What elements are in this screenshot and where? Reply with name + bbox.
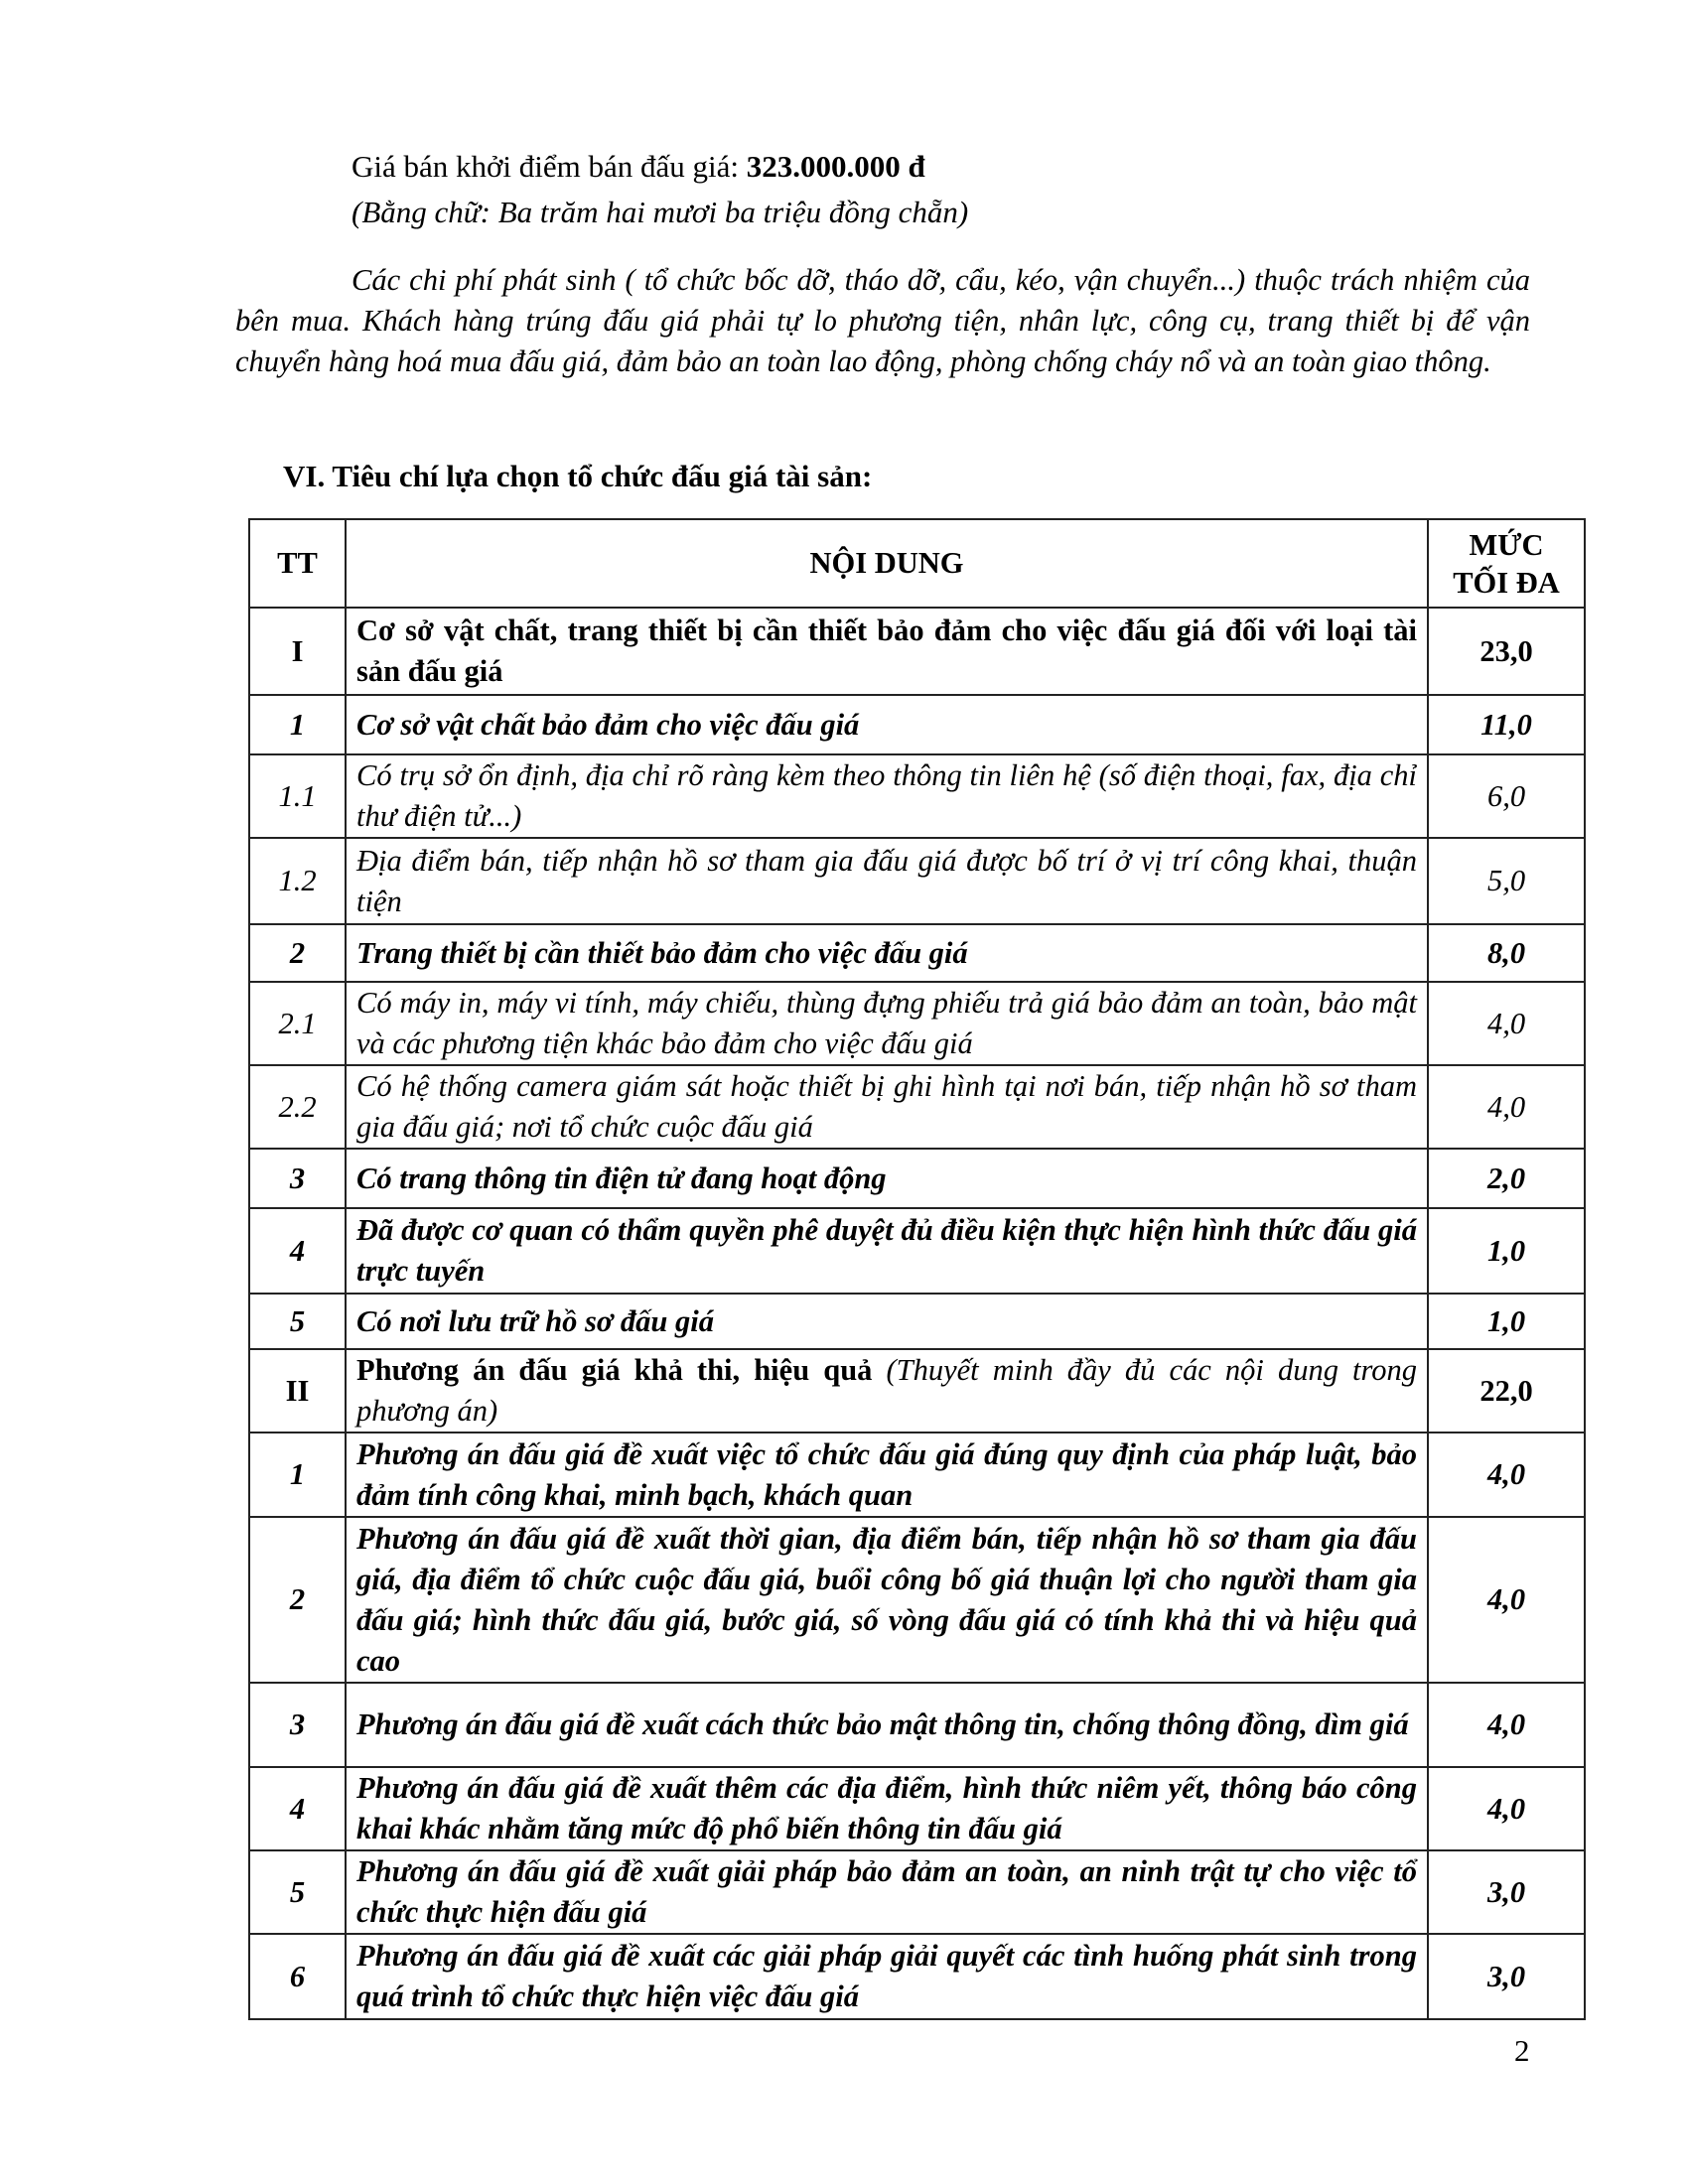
starting-price-label: Giá bán khởi điểm bán đấu giá: [352, 149, 747, 184]
table-row [249, 1294, 1585, 1349]
additional-costs-paragraph: Các chi phí phát sinh ( tổ chức bốc dỡ, tháo dỡ, cẩu, kéo, vận chuyển...) thuộc trách nhiệm của bên mua. Khách hàng trúng đấu giá phải tự lo phương tiện, nhân lực, công cụ, trang thiết bị để vận chuyển hàng hoá mua đấu giá, đảm bảo an toàn lao động, phòng chống cháy nổ và an toàn giao thông. [235, 263, 1530, 378]
header-max-line1: MỨC [1469, 527, 1544, 562]
row-content [346, 1349, 1428, 1433]
table-row [249, 1683, 1585, 1767]
table-row [249, 1433, 1585, 1517]
criterion-text: Có máy in, máy vi tính, máy chiếu, thùng đựng phiếu trả giá bảo đảm an toàn, bảo mật và các phương tiện khác bảo đảm cho việc đấu giá [356, 986, 1417, 1060]
row-max-score: 4,0 [1428, 1767, 1585, 1850]
row-number: 6 [249, 1934, 346, 2019]
selection-criteria-table [248, 518, 1586, 2020]
row-content [346, 1065, 1428, 1149]
header-tt: TT [249, 519, 346, 608]
criterion-text: Cơ sở vật chất bảo đảm cho việc đấu giá [356, 707, 860, 742]
row-content [346, 608, 1428, 695]
table-row [249, 1517, 1585, 1683]
row-content [346, 1208, 1428, 1294]
criterion-text: Phương án đấu giá đề xuất giải pháp bảo đảm an toàn, an ninh trật tự cho việc tổ chức thực hiện đấu giá [356, 1854, 1417, 1929]
row-max-score: 23,0 [1428, 608, 1585, 695]
row-number: 2 [249, 924, 346, 982]
row-content [346, 695, 1428, 754]
section-heading: VI. Tiêu chí lựa chọn tổ chức đấu giá tài sản: [283, 459, 873, 493]
header-max-line2: TỐI ĐA [1453, 565, 1560, 600]
criterion-text: Có hệ thống camera giám sát hoặc thiết bị ghi hình tại nơi bán, tiếp nhận hồ sơ tham gia đấu giá; nơi tổ chức cuộc đấu giá [356, 1069, 1417, 1144]
header-content: NỘI DUNG [346, 519, 1428, 608]
starting-price-in-words: (Bằng chữ: Ba trăm hai mươi ba triệu đồng chẵn) [352, 195, 969, 229]
starting-price-line [352, 149, 925, 185]
row-content [346, 754, 1428, 838]
row-max-score: 1,0 [1428, 1208, 1585, 1294]
row-number: 3 [249, 1683, 346, 1767]
table-row [249, 1850, 1585, 1934]
table-row [249, 1349, 1585, 1433]
table-row [249, 1767, 1585, 1850]
row-content [346, 1767, 1428, 1850]
row-content [346, 924, 1428, 982]
criterion-text: Phương án đấu giá đề xuất thời gian, địa điểm bán, tiếp nhận hồ sơ tham gia đấu giá, địa điểm tổ chức cuộc đấu giá, buổi công bố giá thuận lợi cho người tham gia đấu giá; hình thức đấu giá, bước giá, số vòng đấu giá có tính khả thi và hiệu quả cao [356, 1521, 1417, 1678]
row-max-score: 4,0 [1428, 982, 1585, 1065]
row-max-score: 4,0 [1428, 1065, 1585, 1149]
row-content [346, 838, 1428, 924]
table-row [249, 982, 1585, 1065]
table-row [249, 608, 1585, 695]
table-row [249, 754, 1585, 838]
row-number: 2 [249, 1517, 346, 1683]
row-number: II [249, 1349, 346, 1433]
row-max-score: 1,0 [1428, 1294, 1585, 1349]
table-row [249, 838, 1585, 924]
criterion-text: Trang thiết bị cần thiết bảo đảm cho việc đấu giá [356, 935, 968, 970]
row-number: 1.2 [249, 838, 346, 924]
table-row [249, 1149, 1585, 1208]
row-content [346, 1517, 1428, 1683]
criterion-text: Đã được cơ quan có thẩm quyền phê duyệt đủ điều kiện thực hiện hình thức đấu giá trực tuyến [356, 1213, 1417, 1288]
criterion-text: Có nơi lưu trữ hồ sơ đấu giá [356, 1303, 714, 1338]
row-max-score: 3,0 [1428, 1850, 1585, 1934]
criterion-note: (Thuyết minh đầy đủ các nội dung trong phương án) [356, 1353, 1417, 1428]
criterion-text: Phương án đấu giá đề xuất các giải pháp giải quyết các tình huống phát sinh trong quá trình tổ chức thực hiện việc đấu giá [356, 1939, 1417, 2013]
row-number: I [249, 608, 346, 695]
row-max-score: 3,0 [1428, 1934, 1585, 2019]
row-max-score: 8,0 [1428, 924, 1585, 982]
criterion-text: Phương án đấu giá đề xuất việc tổ chức đấu giá đúng quy định của pháp luật, bảo đảm tính công khai, minh bạch, khách quan [356, 1436, 1417, 1512]
starting-price-value: 323.000.000 đ [746, 149, 925, 184]
row-content [346, 1294, 1428, 1349]
row-content [346, 1149, 1428, 1208]
row-max-score: 6,0 [1428, 754, 1585, 838]
header-max-score [1428, 519, 1585, 608]
row-number: 1 [249, 695, 346, 754]
table-body [249, 608, 1585, 2019]
row-max-score: 11,0 [1428, 695, 1585, 754]
criterion-text: Có trang thông tin điện tử đang hoạt động [356, 1160, 887, 1195]
criterion-text: Có trụ sở ổn định, địa chỉ rõ ràng kèm theo thông tin liên hệ (số điện thoại, fax, địa chỉ thư điện tử...) [356, 758, 1417, 833]
row-number: 2.2 [249, 1065, 346, 1149]
table-row [249, 1934, 1585, 2019]
row-content [346, 1683, 1428, 1767]
table-row [249, 1208, 1585, 1294]
row-number: 4 [249, 1767, 346, 1850]
row-max-score: 2,0 [1428, 1149, 1585, 1208]
row-number: 5 [249, 1850, 346, 1934]
criterion-text: Cơ sở vật chất, trang thiết bị cần thiết bảo đảm cho việc đấu giá đối với loại tài sản đấu giá [356, 614, 1417, 688]
page-number: 2 [1514, 2033, 1530, 2068]
row-max-score: 22,0 [1428, 1349, 1585, 1433]
row-number: 2.1 [249, 982, 346, 1065]
row-max-score: 4,0 [1428, 1517, 1585, 1683]
table-row [249, 695, 1585, 754]
criterion-text: Địa điểm bán, tiếp nhận hồ sơ tham gia đấu giá được bố trí ở vị trí công khai, thuận tiện [356, 843, 1417, 918]
row-number: 1 [249, 1433, 346, 1517]
row-content [346, 1850, 1428, 1934]
row-max-score: 4,0 [1428, 1683, 1585, 1767]
row-max-score: 4,0 [1428, 1433, 1585, 1517]
row-content [346, 1433, 1428, 1517]
row-number: 1.1 [249, 754, 346, 838]
row-number: 4 [249, 1208, 346, 1294]
row-max-score: 5,0 [1428, 838, 1585, 924]
criterion-text: Phương án đấu giá đề xuất cách thức bảo mật thông tin, chống thông đồng, dìm giá [356, 1707, 1409, 1741]
table-header-row [249, 519, 1585, 608]
row-number: 3 [249, 1149, 346, 1208]
table-row [249, 1065, 1585, 1149]
criterion-text: Phương án đấu giá khả thi, hiệu quả [356, 1353, 887, 1387]
row-content [346, 982, 1428, 1065]
table-row [249, 924, 1585, 982]
row-content [346, 1934, 1428, 2019]
row-number: 5 [249, 1294, 346, 1349]
criterion-text: Phương án đấu giá đề xuất thêm các địa điểm, hình thức niêm yết, thông báo công khai khác nhằm tăng mức độ phổ biến thông tin đấu giá [356, 1771, 1417, 1845]
